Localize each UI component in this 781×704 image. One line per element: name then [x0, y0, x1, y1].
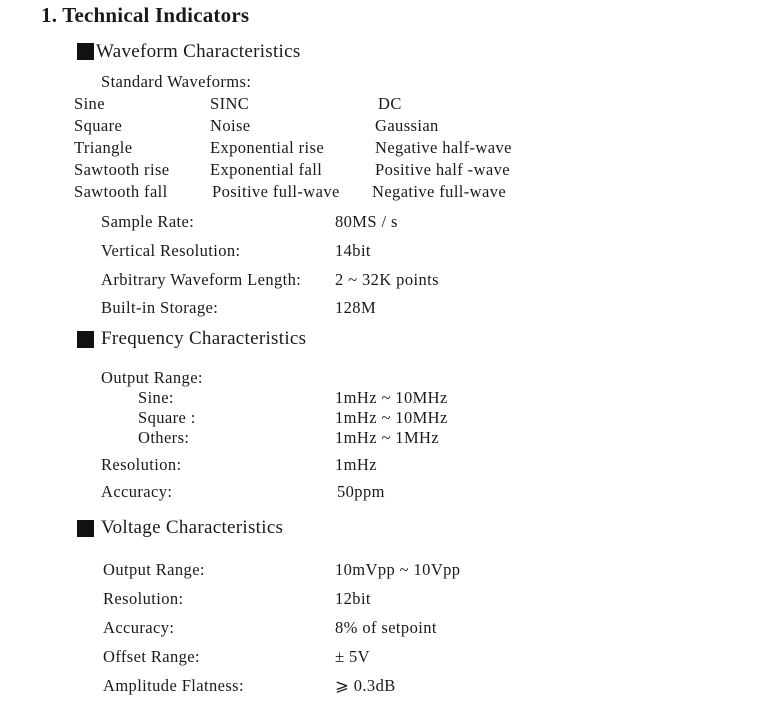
standard-waveforms-label: Standard Waveforms:: [101, 72, 252, 91]
spec-value: ± 5V: [335, 647, 370, 666]
spec-value: 8% of setpoint: [335, 618, 437, 637]
range-value: 1mHz ~ 10MHz: [335, 388, 448, 407]
waveform-item: Negative half-wave: [375, 138, 512, 157]
spec-value: 50ppm: [337, 482, 385, 501]
spec-label: Resolution:: [103, 589, 184, 608]
waveform-item: SINC: [210, 94, 250, 113]
spec-label: Offset Range:: [103, 647, 200, 666]
waveform-item: Noise: [210, 116, 251, 135]
spec-label: Output Range:: [103, 560, 205, 579]
waveform-item: Triangle: [74, 138, 133, 157]
output-range-label: Output Range:: [101, 368, 203, 387]
spec-label: Built-in Storage:: [101, 298, 219, 317]
waveform-item: Sine: [74, 94, 105, 113]
spec-label: Vertical Resolution:: [101, 241, 241, 260]
waveform-item: Square: [74, 116, 123, 135]
spec-label: Amplitude Flatness:: [103, 676, 244, 695]
spec-label: Sample Rate:: [101, 212, 195, 231]
waveform-item: Exponential rise: [210, 138, 325, 157]
spec-label: Arbitrary Waveform Length:: [101, 270, 302, 289]
range-value: 1mHz ~ 1MHz: [335, 428, 440, 447]
range-value: 1mHz ~ 10MHz: [335, 408, 448, 427]
waveform-item: Sawtooth rise: [74, 160, 170, 179]
section-bullet-icon: [77, 43, 94, 60]
spec-value: 80MS / s: [335, 212, 398, 231]
waveform-item: Sawtooth fall: [74, 182, 168, 201]
section-bullet-icon: [77, 520, 94, 537]
range-label: Others:: [138, 428, 190, 447]
spec-value: 14bit: [335, 241, 371, 260]
spec-value: 10mVpp ~ 10Vpp: [335, 560, 461, 579]
spec-label: Resolution:: [101, 455, 182, 474]
waveform-heading: Waveform Characteristics: [96, 41, 301, 62]
page-title: 1. Technical Indicators: [41, 3, 250, 27]
spec-value: 12bit: [335, 589, 371, 608]
spec-label: Accuracy:: [101, 482, 173, 501]
waveform-item: DC: [378, 94, 402, 113]
section-bullet-icon: [77, 331, 94, 348]
spec-value: 128M: [335, 298, 377, 317]
range-label: Square :: [138, 408, 196, 427]
spec-value: ⩾ 0.3dB: [335, 676, 396, 695]
range-label: Sine:: [138, 388, 174, 407]
waveform-item: Gaussian: [375, 116, 439, 135]
waveform-item: Positive full-wave: [212, 182, 340, 201]
spec-label: Accuracy:: [103, 618, 175, 637]
waveform-item: Exponential fall: [210, 160, 323, 179]
spec-value: 2 ~ 32K points: [335, 270, 439, 289]
waveform-item: Positive half -wave: [375, 160, 510, 179]
voltage-heading: Voltage Characteristics: [101, 517, 284, 538]
waveform-item: Negative full-wave: [372, 182, 507, 201]
spec-value: 1mHz: [335, 455, 377, 474]
frequency-heading: Frequency Characteristics: [101, 328, 307, 349]
